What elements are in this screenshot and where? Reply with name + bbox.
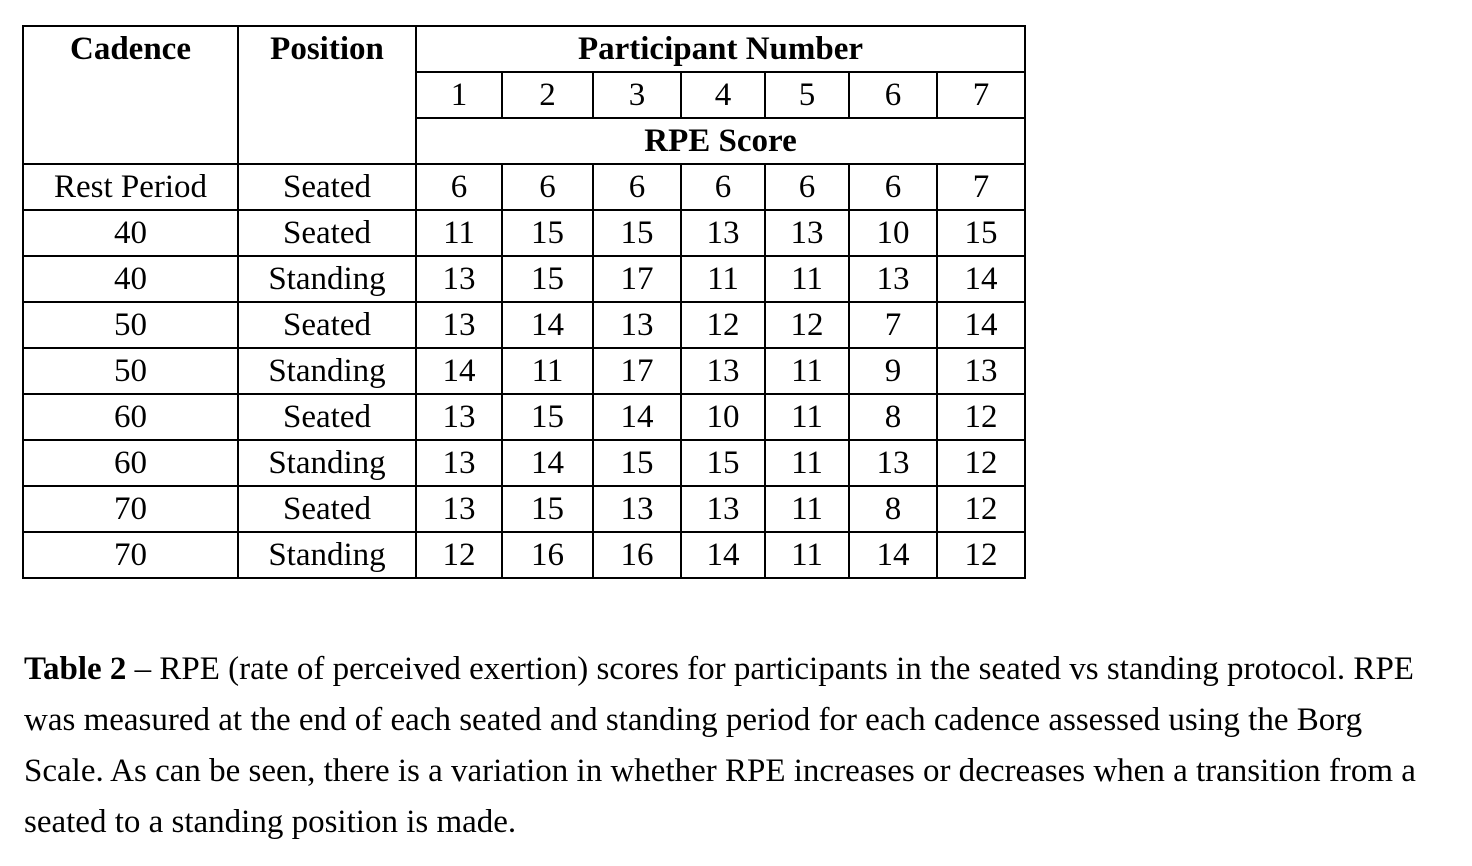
participant-4-header: 4 (681, 72, 765, 118)
position-cell: Standing (238, 440, 416, 486)
rpe-score-cell: 10 (849, 210, 937, 256)
rpe-score-cell: 14 (593, 394, 681, 440)
rpe-score-cell: 11 (681, 256, 765, 302)
table-row (23, 394, 1025, 440)
rpe-score-cell: 15 (502, 256, 593, 302)
position-header: Position (238, 26, 416, 164)
rpe-score-cell: 16 (502, 532, 593, 578)
cadence-cell: 60 (23, 440, 238, 486)
table-body (23, 164, 1025, 578)
position-cell: Seated (238, 394, 416, 440)
caption-text: RPE (rate of perceived exertion) scores for participants in the seated vs standing protocol. RPE was measured at the end of each seated and standing period for each cadence assessed using the Borg Scale. As can be seen, there is a variation in whether RPE increases or decreases when a transition from a seated to a standing position is made. (24, 651, 1416, 840)
rpe-score-cell: 16 (593, 532, 681, 578)
rpe-table (22, 25, 1026, 579)
rpe-score-cell: 6 (416, 164, 502, 210)
rpe-score-cell: 10 (681, 394, 765, 440)
rpe-score-cell: 14 (502, 302, 593, 348)
participant-7-header: 7 (937, 72, 1025, 118)
table-row (23, 164, 1025, 210)
rpe-score-cell: 14 (416, 348, 502, 394)
rpe-score-cell: 12 (937, 486, 1025, 532)
rpe-score-cell: 13 (849, 256, 937, 302)
rpe-score-cell: 15 (502, 210, 593, 256)
position-cell: Seated (238, 164, 416, 210)
caption-label: Table 2 (24, 651, 127, 687)
position-cell: Seated (238, 486, 416, 532)
cadence-cell: Rest Period (23, 164, 238, 210)
rpe-score-cell: 12 (681, 302, 765, 348)
table-row (23, 302, 1025, 348)
rpe-score-cell: 11 (765, 256, 849, 302)
participant-1-header: 1 (416, 72, 502, 118)
rpe-score-cell: 14 (502, 440, 593, 486)
table-row (23, 486, 1025, 532)
rpe-score-cell: 13 (416, 440, 502, 486)
rpe-score-cell: 13 (681, 348, 765, 394)
participant-2-header: 2 (502, 72, 593, 118)
rpe-score-cell: 13 (416, 394, 502, 440)
rpe-score-cell: 13 (681, 486, 765, 532)
rpe-score-cell: 12 (937, 440, 1025, 486)
rpe-score-cell: 8 (849, 486, 937, 532)
position-cell: Standing (238, 348, 416, 394)
rpe-score-cell: 15 (502, 394, 593, 440)
rpe-score-cell: 15 (937, 210, 1025, 256)
participant-3-header: 3 (593, 72, 681, 118)
rpe-score-cell: 11 (416, 210, 502, 256)
table-caption (24, 644, 1449, 848)
rpe-score-cell: 12 (937, 394, 1025, 440)
rpe-score-cell: 6 (849, 164, 937, 210)
rpe-score-cell: 6 (502, 164, 593, 210)
rpe-score-cell: 11 (765, 532, 849, 578)
rpe-score-cell: 11 (765, 348, 849, 394)
table-row (23, 348, 1025, 394)
rpe-score-cell: 13 (765, 210, 849, 256)
rpe-score-cell: 11 (765, 486, 849, 532)
table-row (23, 440, 1025, 486)
rpe-score-cell: 13 (593, 302, 681, 348)
caption-dash: – (126, 651, 160, 687)
rpe-score-cell: 7 (937, 164, 1025, 210)
cadence-cell: 60 (23, 394, 238, 440)
position-cell: Seated (238, 210, 416, 256)
rpe-score-cell: 7 (849, 302, 937, 348)
rpe-score-cell: 6 (765, 164, 849, 210)
cadence-cell: 70 (23, 486, 238, 532)
rpe-score-cell: 15 (593, 210, 681, 256)
rpe-score-cell: 13 (937, 348, 1025, 394)
rpe-score-cell: 6 (593, 164, 681, 210)
rpe-score-cell: 12 (416, 532, 502, 578)
rpe-score-header: RPE Score (416, 118, 1025, 164)
table-row (23, 256, 1025, 302)
rpe-score-cell: 6 (681, 164, 765, 210)
position-cell: Seated (238, 302, 416, 348)
rpe-score-cell: 14 (849, 532, 937, 578)
rpe-score-cell: 15 (502, 486, 593, 532)
cadence-cell: 70 (23, 532, 238, 578)
rpe-score-cell: 11 (502, 348, 593, 394)
rpe-score-cell: 14 (937, 256, 1025, 302)
rpe-score-cell: 11 (765, 440, 849, 486)
position-cell: Standing (238, 532, 416, 578)
rpe-score-cell: 15 (681, 440, 765, 486)
cadence-cell: 50 (23, 348, 238, 394)
rpe-score-cell: 17 (593, 348, 681, 394)
rpe-score-cell: 11 (765, 394, 849, 440)
rpe-score-cell: 9 (849, 348, 937, 394)
participant-5-header: 5 (765, 72, 849, 118)
cadence-cell: 40 (23, 210, 238, 256)
cadence-cell: 50 (23, 302, 238, 348)
cadence-cell: 40 (23, 256, 238, 302)
rpe-score-cell: 12 (765, 302, 849, 348)
rpe-score-cell: 14 (937, 302, 1025, 348)
rpe-score-cell: 13 (849, 440, 937, 486)
rpe-score-cell: 12 (937, 532, 1025, 578)
rpe-score-cell: 13 (416, 302, 502, 348)
rpe-score-cell: 17 (593, 256, 681, 302)
cadence-header: Cadence (23, 26, 238, 164)
rpe-score-cell: 14 (681, 532, 765, 578)
table-row (23, 532, 1025, 578)
table-row (23, 210, 1025, 256)
rpe-score-cell: 13 (681, 210, 765, 256)
table-header (23, 26, 1025, 164)
rpe-score-cell: 15 (593, 440, 681, 486)
participant-6-header: 6 (849, 72, 937, 118)
position-cell: Standing (238, 256, 416, 302)
rpe-score-cell: 13 (593, 486, 681, 532)
rpe-score-cell: 13 (416, 486, 502, 532)
participant-number-header: Participant Number (416, 26, 1025, 72)
rpe-score-cell: 8 (849, 394, 937, 440)
rpe-score-cell: 13 (416, 256, 502, 302)
